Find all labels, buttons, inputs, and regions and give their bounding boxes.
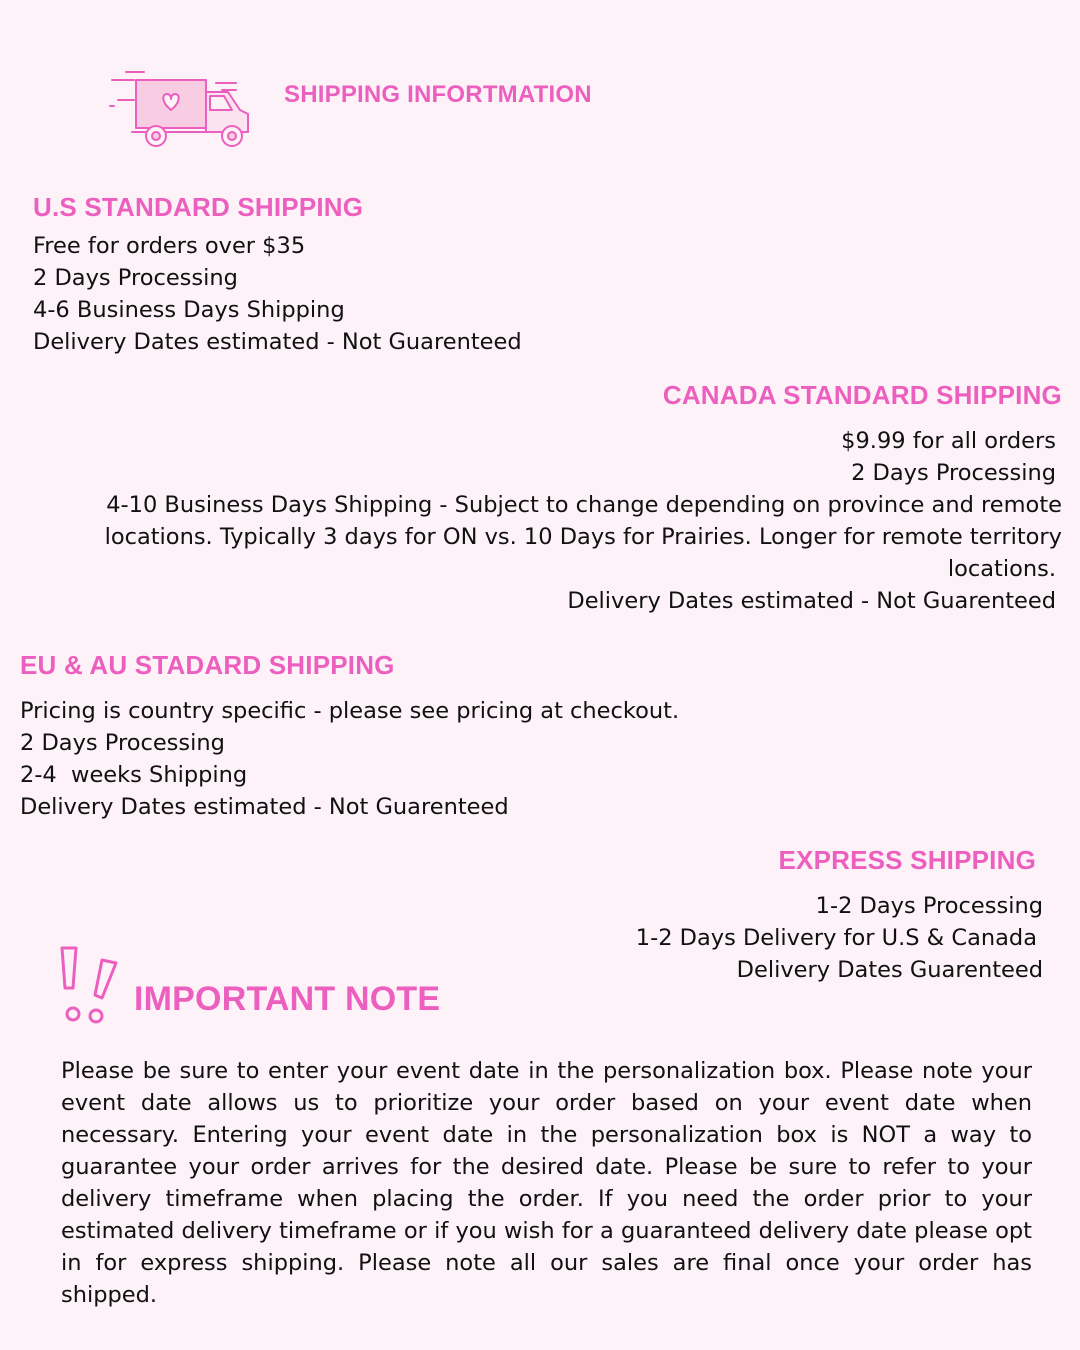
eu-au-shipping-heading: EU & AU STADARD SHIPPING	[20, 650, 395, 680]
eu-au-shipping-details	[20, 695, 679, 823]
important-note-body: Please be sure to enter your event date in the personalization box. Please note your event date allows us to prioritize your order based on your event date when necessary. Entering your event date in the personalization box is NOT a way to guarantee your order arrives for the desired date. Please be sure to refer to your delivery timeframe when placing the order. If you need the order prior to your estimated delivery timeframe or if you wish for a guaranteed delivery date please opt in for express shipping. Please note all our sales are final once your order has shipped.	[61, 1058, 1032, 1308]
canada-line: locations. Typically 3 days for ON vs. 10 Days for Prairies. Longer for remote territory	[104, 524, 1062, 550]
canada-line: 4-10 Business Days Shipping - Subject to change depending on province and remote	[106, 492, 1062, 518]
delivery-truck-heart-icon	[104, 66, 254, 150]
eu-au-line: 2 Days Processing	[20, 730, 225, 756]
us-line: 2 Days Processing	[33, 265, 238, 291]
canada-line: 2 Days Processing	[851, 460, 1056, 486]
us-line: Delivery Dates estimated - Not Guarenteed	[33, 329, 522, 355]
express-shipping-details	[636, 890, 1043, 986]
express-line: 1-2 Days Processing	[815, 893, 1043, 919]
us-shipping-heading: U.S STANDARD SHIPPING	[33, 192, 364, 222]
canada-line: locations.	[947, 556, 1056, 582]
important-note-heading: IMPORTANT NOTE	[134, 980, 441, 1018]
us-line: 4-6 Business Days Shipping	[33, 297, 345, 323]
eu-au-line: Delivery Dates estimated - Not Guarenteed	[20, 794, 509, 820]
canada-line: Delivery Dates estimated - Not Guarenteed	[567, 588, 1056, 614]
us-line: Free for orders over $35	[33, 233, 306, 259]
canada-shipping-heading: CANADA STANDARD SHIPPING	[662, 380, 1062, 410]
eu-au-line: 2-4 weeks Shipping	[20, 762, 248, 788]
double-exclamation-icon	[58, 944, 124, 1024]
canada-line: $9.99 for all orders	[841, 428, 1056, 454]
eu-au-line: Pricing is country specific - please see pricing at checkout.	[20, 698, 680, 724]
us-shipping-details	[33, 230, 522, 358]
express-line: Delivery Dates Guarenteed	[736, 957, 1043, 983]
canada-shipping-details	[62, 425, 1062, 617]
express-line: 1-2 Days Delivery for U.S & Canada	[635, 925, 1037, 951]
express-shipping-heading: EXPRESS SHIPPING	[778, 845, 1036, 875]
page-title: SHIPPING INFORTMATION	[284, 81, 592, 108]
